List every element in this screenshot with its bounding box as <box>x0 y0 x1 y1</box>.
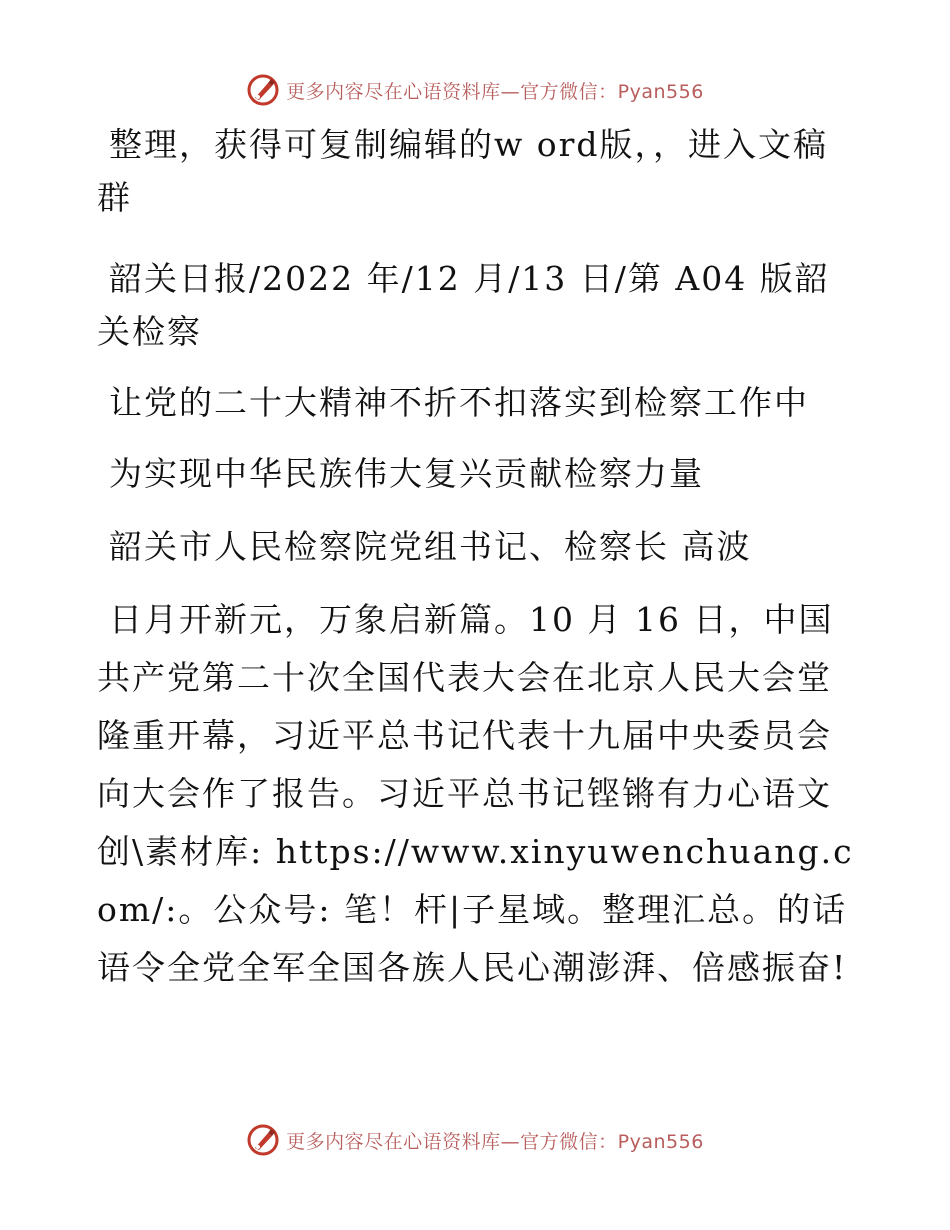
document-body <box>97 118 857 997</box>
header-banner-text: 更多内容尽在心语资料库—官方微信：Pyan556 <box>286 80 704 103</box>
source-line: 韶关日报/2022 年/12 月/13 日/第 A04 版韶关检察 <box>97 259 830 351</box>
body-paragraph: 日月开新元，万象启新篇。10 月 16 日，中国共产党第二十次全国代表大会在北京人民大会堂隆重开幕，习近平总书记代表十九届中央委员会向大会作了报告。习近平总书记铿锵有力心语文创\素材库: https://www.xinyuwenchuang.com/:。公众号: 笔！杆|子星域。整理汇总。的话语令全党全军全国各族人民心潮澎湃、倍感振奋! <box>97 600 854 987</box>
header-banner <box>0 70 950 110</box>
article-title: 让党的二十大精神不折不扣落实到检察工作中 <box>109 383 809 422</box>
pen-nib-logo-icon <box>246 73 280 107</box>
author-line: 韶关市人民检察院党组书记、检察长 高波 <box>109 527 752 566</box>
footer-banner <box>0 1120 950 1160</box>
pen-nib-logo-icon <box>246 1123 280 1157</box>
footer-banner-text: 更多内容尽在心语资料库—官方微信：Pyan556 <box>286 1130 704 1153</box>
article-subtitle: 为实现中华民族伟大复兴贡献检察力量 <box>109 454 704 493</box>
intro-paragraph: 整理，获得可复制编辑的w ord版，，进入文稿群 <box>97 125 829 217</box>
